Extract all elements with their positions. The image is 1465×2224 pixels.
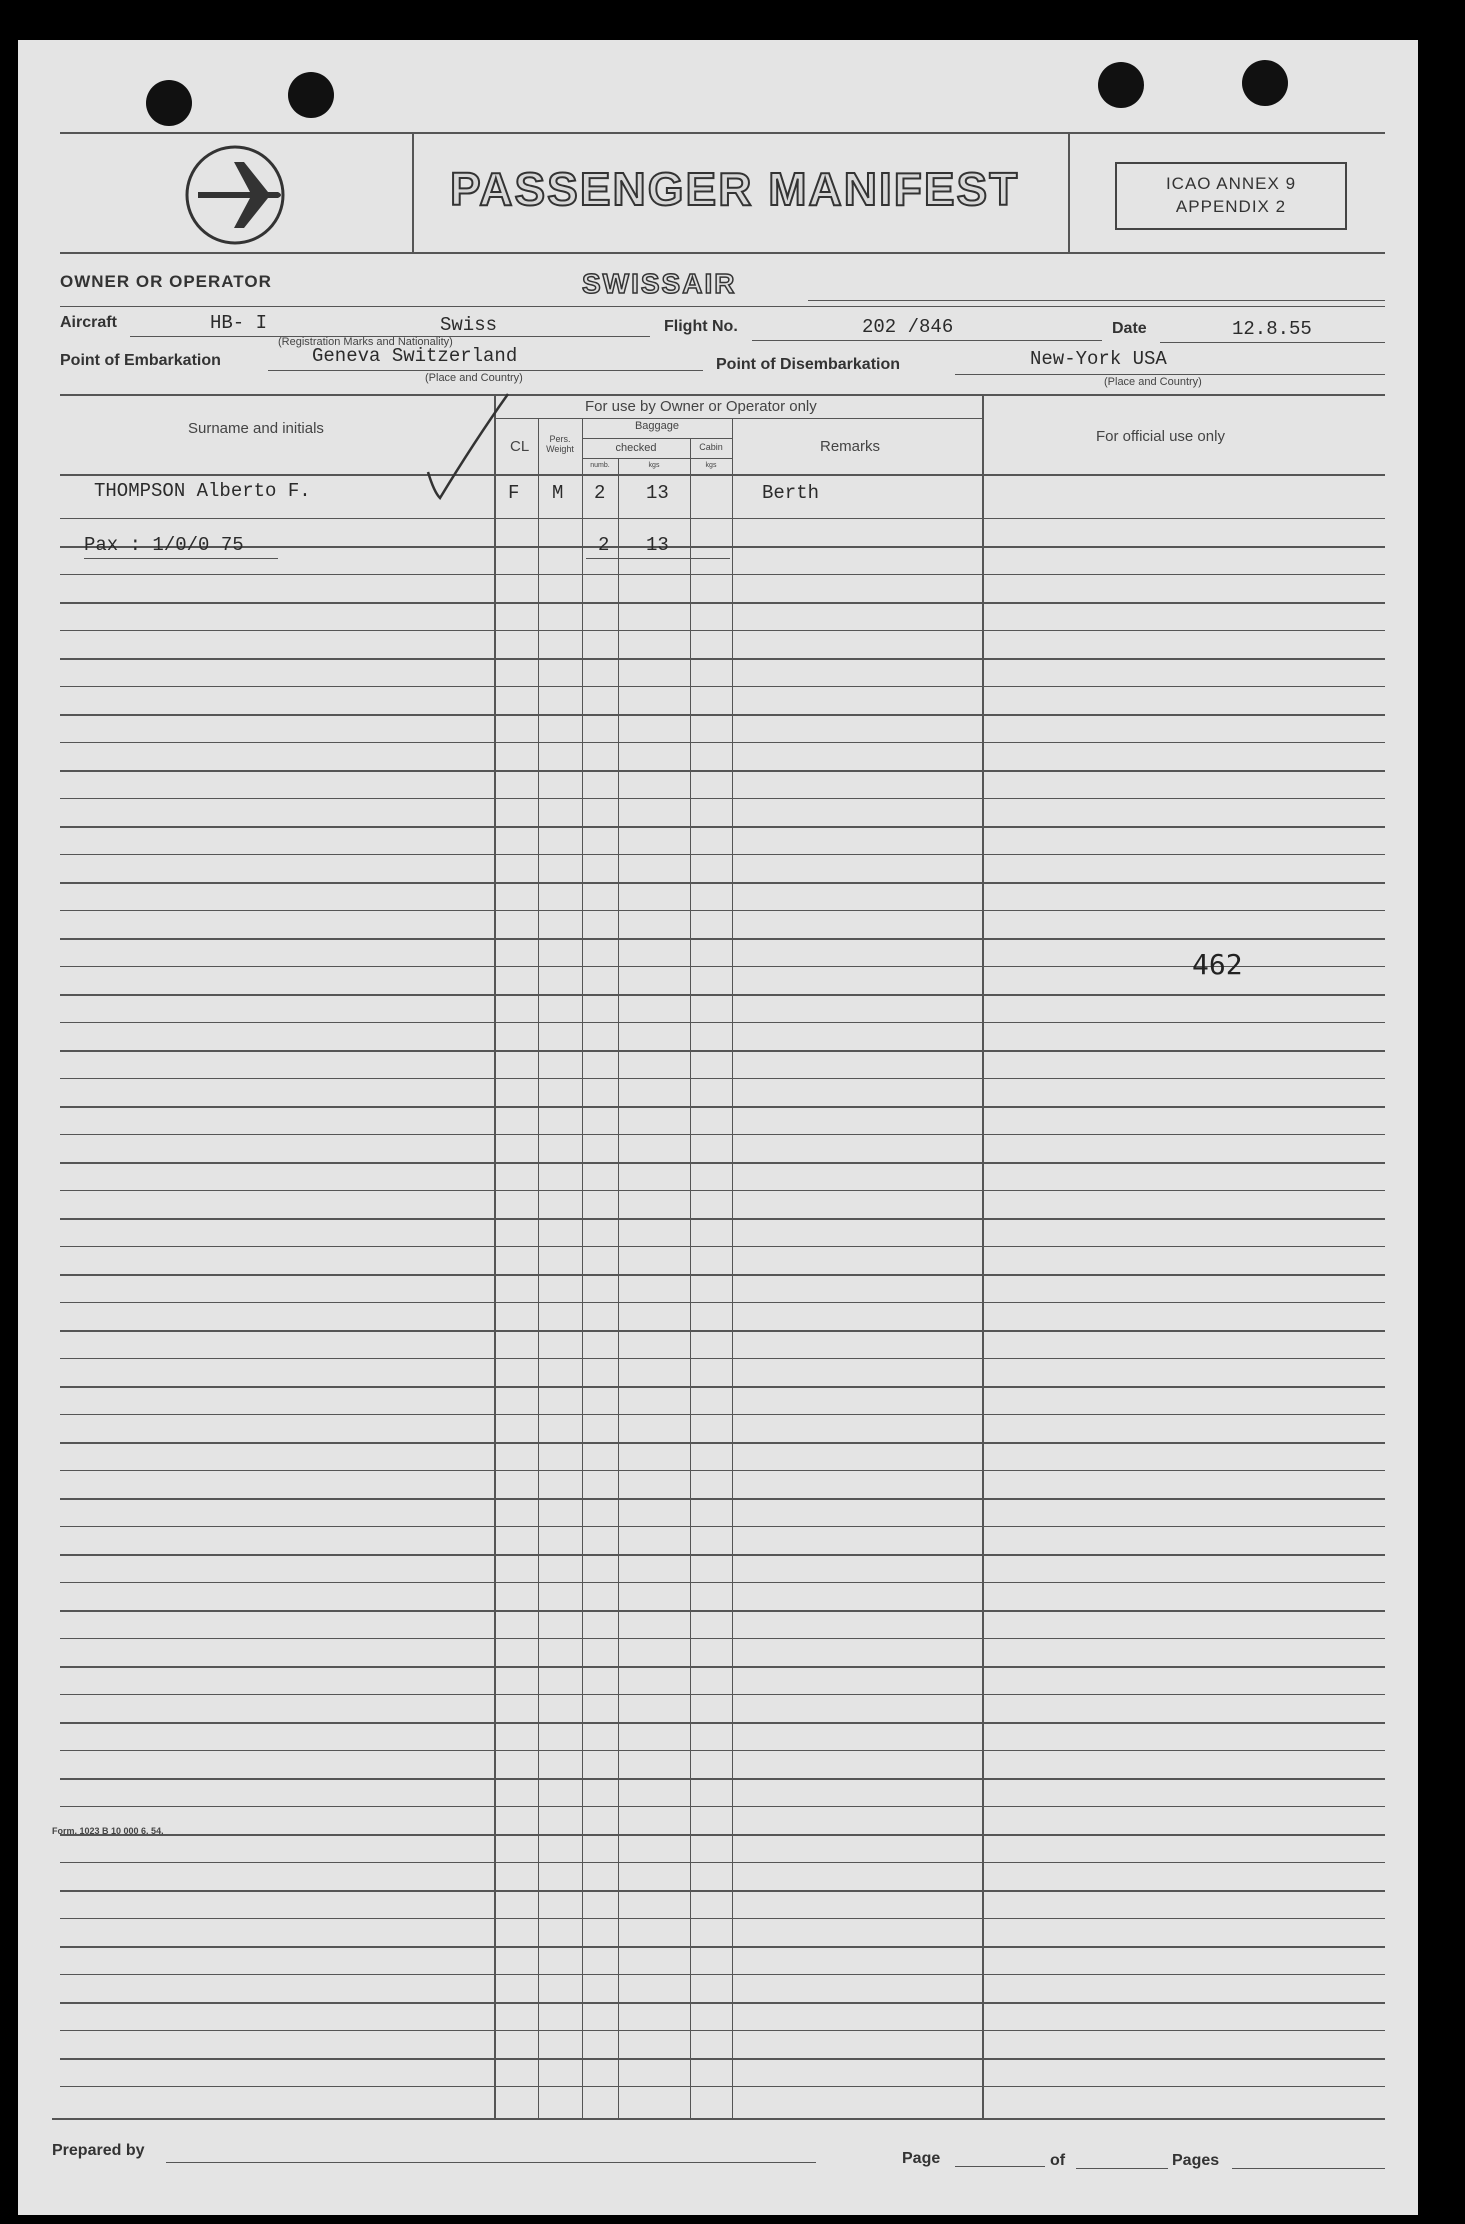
pers-weight-header: Pers. Weight — [546, 434, 574, 454]
baggage-header: Baggage — [634, 420, 680, 432]
row-rule — [60, 1554, 1385, 1556]
row-rule — [60, 2002, 1385, 2004]
row-rule — [60, 1834, 1385, 1836]
row-rule — [60, 1526, 1385, 1527]
checked-header: checked — [615, 442, 657, 454]
row-rule — [60, 1498, 1385, 1500]
row-rule — [60, 1470, 1385, 1471]
row-rule — [60, 1442, 1385, 1444]
row-rule — [60, 1946, 1385, 1948]
row-rule — [60, 686, 1385, 687]
row-rule — [60, 1974, 1385, 1975]
punch-hole — [288, 72, 334, 118]
numb-header: numb. — [590, 462, 610, 469]
row-rule — [60, 854, 1385, 855]
form-number: Form. 1023 B 10 000 6. 54. — [52, 1826, 164, 1836]
row-rule — [60, 1330, 1385, 1332]
of-label: of — [1050, 2152, 1066, 2169]
row-rule — [60, 1414, 1385, 1415]
aircraft-nationality: Swiss — [440, 314, 498, 336]
baggage-count-total: 2 — [598, 534, 610, 556]
row-rule — [60, 1918, 1385, 1919]
row-rule — [60, 1358, 1385, 1359]
embarkation-label: Point of Embarkation — [60, 352, 221, 369]
passenger-name: THOMPSON Alberto F. — [94, 480, 311, 502]
row-rule — [60, 1246, 1385, 1247]
row-rule — [60, 1050, 1385, 1052]
cabin-header: Cabin — [699, 442, 723, 452]
registration-note: (Registration Marks and Nationality) — [278, 336, 453, 348]
row-rule — [60, 1218, 1385, 1220]
airplane-circle-icon — [180, 140, 290, 250]
punch-hole — [1098, 62, 1144, 108]
row-rule — [60, 602, 1385, 604]
row-rule — [60, 1134, 1385, 1135]
row-rule — [60, 938, 1385, 940]
checkmark-icon — [424, 392, 514, 509]
passenger-class: F — [508, 482, 520, 504]
row-rule — [60, 1302, 1385, 1303]
baggage-count: 2 — [594, 482, 606, 504]
row-rule — [60, 2086, 1385, 2087]
disembarkation-value: New-York USA — [1030, 348, 1167, 370]
row-rule — [60, 994, 1385, 996]
official-header: For official use only — [1096, 428, 1225, 445]
row-rule — [60, 2058, 1385, 2060]
flight-no: 202 /846 — [862, 316, 954, 338]
owner-value: SWISSAIR — [582, 268, 737, 299]
row-rule — [60, 1694, 1385, 1695]
row-rule — [60, 658, 1385, 660]
row-rule — [60, 1778, 1385, 1780]
column-divider — [732, 418, 733, 2119]
prepared-by-label: Prepared by — [52, 2142, 145, 2159]
flight-no-label: Flight No. — [664, 318, 738, 335]
row-rule — [60, 1582, 1385, 1583]
column-divider — [582, 418, 583, 2119]
row-rule — [60, 826, 1385, 828]
row-rule — [60, 546, 1385, 548]
column-divider — [538, 418, 539, 2119]
official-stamp-number: 462 — [1192, 948, 1243, 981]
row-rule — [60, 882, 1385, 884]
column-divider — [982, 394, 984, 2119]
disembarkation-label: Point of Disembarkation — [716, 356, 901, 373]
cl-header: CL — [510, 438, 530, 455]
row-rule — [60, 770, 1385, 772]
baggage-kgs-total: 13 — [646, 534, 669, 556]
pages-label: Pages — [1172, 2152, 1220, 2169]
row-rule — [60, 1386, 1385, 1388]
row-rule — [60, 1806, 1385, 1807]
icao-line-2: APPENDIX 2 — [1175, 197, 1287, 216]
embarkation-value: Geneva Switzerland — [312, 345, 518, 367]
row-rule — [60, 574, 1385, 575]
passenger-remarks: Berth — [762, 482, 820, 504]
baggage-kgs: 13 — [646, 482, 669, 504]
icao-box — [1115, 162, 1347, 230]
row-rule — [60, 966, 1385, 967]
row-rule — [60, 1022, 1385, 1023]
row-rule — [60, 1890, 1385, 1892]
page-label: Page — [902, 2150, 941, 2167]
date-label: Date — [1112, 320, 1147, 337]
column-divider — [618, 458, 619, 2119]
icao-line-1: ICAO ANNEX 9 — [1165, 174, 1297, 193]
row-rule — [60, 1610, 1385, 1612]
remarks-header: Remarks — [820, 438, 881, 455]
row-rule — [60, 1666, 1385, 1668]
column-divider — [690, 438, 691, 2119]
row-rule — [60, 798, 1385, 799]
cabin-kgs-header: kgs — [705, 462, 717, 469]
row-rule — [60, 518, 1385, 519]
row-rule — [60, 1750, 1385, 1751]
aircraft-label: Aircraft — [60, 314, 117, 331]
row-rule — [60, 2030, 1385, 2031]
row-rule — [60, 1078, 1385, 1079]
page-title: PASSENGER MANIFEST — [450, 163, 1020, 215]
date-value: 12.8.55 — [1232, 318, 1312, 340]
row-rule — [60, 1862, 1385, 1863]
surname-header: Surname and initials — [188, 420, 324, 437]
row-rule — [60, 1722, 1385, 1724]
row-rule — [60, 1638, 1385, 1639]
row-rule — [60, 742, 1385, 743]
punch-hole — [1242, 60, 1288, 106]
row-rule — [60, 1274, 1385, 1276]
row-rule — [60, 1162, 1385, 1164]
passenger-weight: M — [552, 482, 564, 504]
row-rule — [60, 714, 1385, 716]
pax-total: Pax : 1/0/0 75 — [84, 534, 244, 556]
row-rule — [60, 1190, 1385, 1191]
embarkation-note: (Place and Country) — [425, 372, 523, 384]
owner-label: OWNER OR OPERATOR — [60, 272, 272, 291]
row-rule — [60, 1106, 1385, 1108]
column-divider — [494, 394, 496, 2119]
owner-use-header: For use by Owner or Operator only — [585, 398, 817, 415]
kgs-header: kgs — [648, 462, 660, 469]
punch-hole — [146, 80, 192, 126]
row-rule — [60, 910, 1385, 911]
disembarkation-note: (Place and Country) — [1104, 376, 1202, 388]
aircraft-registration: HB- I — [210, 312, 268, 334]
row-rule — [60, 630, 1385, 631]
